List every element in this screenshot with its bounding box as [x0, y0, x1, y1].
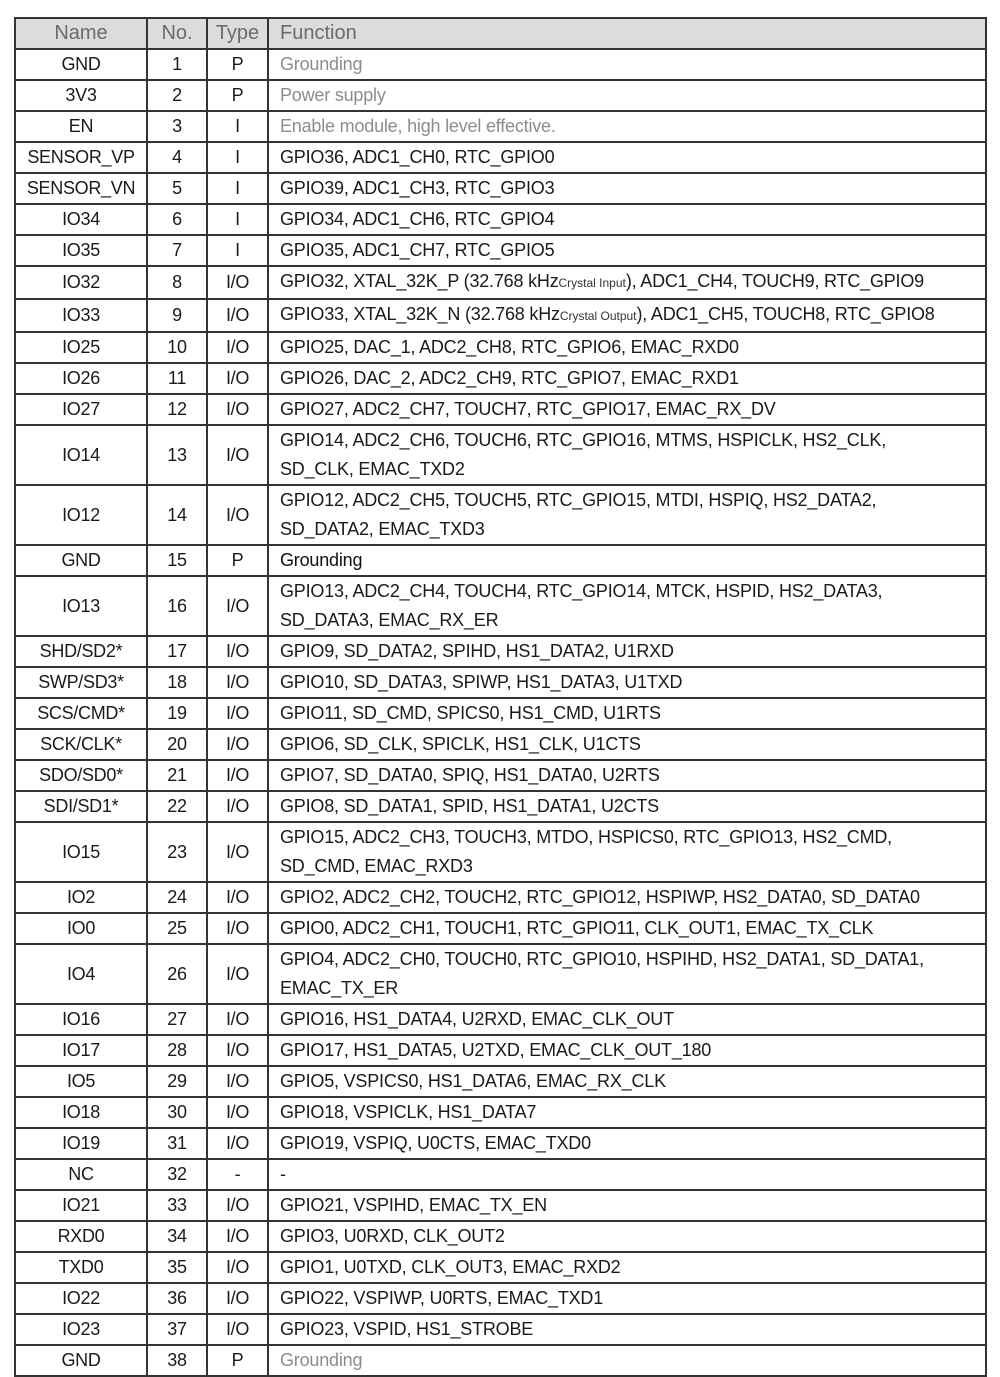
function-text: GPIO11, SD_CMD, SPICS0, HS1_CMD, U1RTS: [280, 703, 661, 723]
pin-name-cell: SENSOR_VN: [15, 173, 147, 204]
pin-name-cell: TXD0: [15, 1252, 147, 1283]
function-text: GPIO9, SD_DATA2, SPIHD, HS1_DATA2, U1RXD: [280, 641, 674, 661]
pin-type-cell: I/O: [207, 760, 268, 791]
header-no: No.: [147, 18, 207, 49]
pin-number-cell: 32: [147, 1159, 207, 1190]
pin-number-cell: 30: [147, 1097, 207, 1128]
pin-type-cell: I/O: [207, 1066, 268, 1097]
table-row: [15, 142, 986, 173]
pin-number-cell: 33: [147, 1190, 207, 1221]
table-row: [15, 1283, 986, 1314]
pin-number-cell: 20: [147, 729, 207, 760]
table-row: [15, 1004, 986, 1035]
pin-name-cell: IO2: [15, 882, 147, 913]
pin-number-cell: 13: [147, 425, 207, 485]
pin-function-cell: [268, 49, 986, 80]
pin-name-cell: SHD/SD2*: [15, 636, 147, 667]
function-line-1: GPIO12, ADC2_CH5, TOUCH5, RTC_GPIO15, MTDI, HSPIQ, HS2_DATA2,: [280, 490, 877, 510]
pin-number-cell: 8: [147, 266, 207, 299]
table-row: [15, 1221, 986, 1252]
pin-name-cell: IO23: [15, 1314, 147, 1345]
pin-type-cell: I/O: [207, 698, 268, 729]
function-text: -: [280, 1164, 286, 1184]
pin-function-cell: [268, 791, 986, 822]
function-text: GPIO1, U0TXD, CLK_OUT3, EMAC_RXD2: [280, 1257, 621, 1277]
pin-type-cell: P: [207, 80, 268, 111]
crystal-note: Crystal Output: [559, 309, 637, 323]
pin-function-cell: [268, 332, 986, 363]
pin-number-cell: 26: [147, 944, 207, 1004]
pin-name-cell: IO32: [15, 266, 147, 299]
pin-name-cell: 3V3: [15, 80, 147, 111]
pin-number-cell: 9: [147, 299, 207, 332]
table-row: [15, 636, 986, 667]
pin-name-cell: GND: [15, 545, 147, 576]
pin-function-cell: [268, 1066, 986, 1097]
pin-name-cell: SCS/CMD*: [15, 698, 147, 729]
table-row: [15, 1097, 986, 1128]
pin-function-cell: [268, 142, 986, 173]
pin-function-cell: [268, 760, 986, 791]
table-row: [15, 204, 986, 235]
pin-name-cell: IO22: [15, 1283, 147, 1314]
function-text: Grounding: [280, 550, 363, 570]
function-text: GPIO2, ADC2_CH2, TOUCH2, RTC_GPIO12, HSPIWP, HS2_DATA0, SD_DATA0: [280, 887, 920, 907]
table-row: [15, 235, 986, 266]
pin-number-cell: 37: [147, 1314, 207, 1345]
pin-number-cell: 21: [147, 760, 207, 791]
pin-number-cell: 28: [147, 1035, 207, 1066]
function-text: Grounding: [280, 1350, 363, 1370]
function-text: GPIO36, ADC1_CH0, RTC_GPIO0: [280, 147, 555, 167]
pin-number-cell: 2: [147, 80, 207, 111]
pin-type-cell: I/O: [207, 332, 268, 363]
pin-function-cell: [268, 1035, 986, 1066]
table-row: [15, 49, 986, 80]
table-row: [15, 944, 986, 1004]
function-line-2: SD_DATA2, EMAC_TXD3: [280, 519, 485, 539]
pin-number-cell: 31: [147, 1128, 207, 1159]
function-text: GPIO25, DAC_1, ADC2_CH8, RTC_GPIO6, EMAC_RXD0: [280, 337, 739, 357]
pin-name-cell: GND: [15, 49, 147, 80]
pin-number-cell: 35: [147, 1252, 207, 1283]
function-text: GPIO21, VSPIHD, EMAC_TX_EN: [280, 1195, 547, 1215]
pin-function-cell: [268, 266, 986, 299]
function-text: GPIO8, SD_DATA1, SPID, HS1_DATA1, U2CTS: [280, 796, 659, 816]
table-row: [15, 1190, 986, 1221]
pin-number-cell: 15: [147, 545, 207, 576]
function-text: GPIO6, SD_CLK, SPICLK, HS1_CLK, U1CTS: [280, 734, 641, 754]
pin-type-cell: I/O: [207, 299, 268, 332]
pin-function-cell: [268, 1097, 986, 1128]
pin-function-cell: [268, 485, 986, 545]
function-line-1: GPIO15, ADC2_CH3, TOUCH3, MTDO, HSPICS0, RTC_GPIO13, HS2_CMD,: [280, 827, 892, 847]
function-line-1: GPIO13, ADC2_CH4, TOUCH4, RTC_GPIO14, MTCK, HSPID, HS2_DATA3,: [280, 581, 883, 601]
pin-type-cell: I: [207, 173, 268, 204]
table-row: [15, 266, 986, 299]
table-row: [15, 822, 986, 882]
pin-type-cell: I/O: [207, 1190, 268, 1221]
function-text: GPIO33, XTAL_32K_N (32.768 kHz: [280, 304, 560, 324]
pin-name-cell: IO18: [15, 1097, 147, 1128]
table-row: [15, 299, 986, 332]
pin-function-cell: [268, 1159, 986, 1190]
pin-function-cell: [268, 636, 986, 667]
pin-type-cell: I/O: [207, 266, 268, 299]
function-text: GPIO10, SD_DATA3, SPIWP, HS1_DATA3, U1TXD: [280, 672, 683, 692]
pin-number-cell: 1: [147, 49, 207, 80]
pin-type-cell: P: [207, 1345, 268, 1376]
header-type: Type: [207, 18, 268, 49]
pin-function-cell: [268, 1314, 986, 1345]
pin-function-cell: [268, 173, 986, 204]
pin-function-cell: [268, 729, 986, 760]
function-text: GPIO23, VSPID, HS1_STROBE: [280, 1319, 534, 1339]
function-text: GPIO7, SD_DATA0, SPIQ, HS1_DATA0, U2RTS: [280, 765, 660, 785]
pin-name-cell: IO34: [15, 204, 147, 235]
table-row: [15, 667, 986, 698]
pin-function-cell: [268, 1004, 986, 1035]
pin-type-cell: I/O: [207, 1035, 268, 1066]
table-row: [15, 485, 986, 545]
pin-function-cell: [268, 425, 986, 485]
pin-number-cell: 27: [147, 1004, 207, 1035]
pin-number-cell: 17: [147, 636, 207, 667]
function-text: Power supply: [280, 85, 386, 105]
header-row: [15, 18, 986, 49]
pin-name-cell: IO16: [15, 1004, 147, 1035]
header-name: Name: [15, 18, 147, 49]
pin-name-cell: SDI/SD1*: [15, 791, 147, 822]
pin-number-cell: 10: [147, 332, 207, 363]
function-text: GPIO32, XTAL_32K_P (32.768 kHz: [280, 271, 559, 291]
table-row: [15, 1345, 986, 1376]
pin-type-cell: I/O: [207, 363, 268, 394]
pin-number-cell: 22: [147, 791, 207, 822]
table-row: [15, 1035, 986, 1066]
table-row: [15, 1128, 986, 1159]
pin-function-cell: [268, 545, 986, 576]
pin-name-cell: RXD0: [15, 1221, 147, 1252]
function-text: GPIO34, ADC1_CH6, RTC_GPIO4: [280, 209, 555, 229]
function-text: GPIO0, ADC2_CH1, TOUCH1, RTC_GPIO11, CLK_OUT1, EMAC_TX_CLK: [280, 918, 874, 938]
pin-type-cell: I/O: [207, 1221, 268, 1252]
pin-name-cell: EN: [15, 111, 147, 142]
function-line-1: GPIO14, ADC2_CH6, TOUCH6, RTC_GPIO16, MTMS, HSPICLK, HS2_CLK,: [280, 430, 887, 450]
pin-function-cell: [268, 1190, 986, 1221]
function-line-2: SD_CLK, EMAC_TXD2: [280, 459, 465, 479]
pin-number-cell: 7: [147, 235, 207, 266]
function-text: GPIO22, VSPIWP, U0RTS, EMAC_TXD1: [280, 1288, 604, 1308]
pin-function-cell: [268, 1221, 986, 1252]
table-row: [15, 882, 986, 913]
pin-name-cell: IO27: [15, 394, 147, 425]
table-row: [15, 394, 986, 425]
function-text: GPIO17, HS1_DATA5, U2TXD, EMAC_CLK_OUT_180: [280, 1040, 712, 1060]
pin-function-cell: [268, 204, 986, 235]
pin-number-cell: 6: [147, 204, 207, 235]
pin-type-cell: I: [207, 204, 268, 235]
pin-type-cell: I/O: [207, 729, 268, 760]
crystal-note: Crystal Input: [558, 276, 626, 290]
function-text: GPIO19, VSPIQ, U0CTS, EMAC_TXD0: [280, 1133, 591, 1153]
pin-function-cell: [268, 1252, 986, 1283]
pin-name-cell: IO14: [15, 425, 147, 485]
pin-name-cell: IO19: [15, 1128, 147, 1159]
pin-name-cell: IO26: [15, 363, 147, 394]
pin-type-cell: I/O: [207, 791, 268, 822]
table-row: [15, 576, 986, 636]
pin-function-cell: [268, 235, 986, 266]
pin-number-cell: 18: [147, 667, 207, 698]
pin-type-cell: I/O: [207, 1128, 268, 1159]
function-text: GPIO27, ADC2_CH7, TOUCH7, RTC_GPIO17, EMAC_RX_DV: [280, 399, 776, 419]
pin-name-cell: IO5: [15, 1066, 147, 1097]
pin-function-cell: [268, 1283, 986, 1314]
pin-type-cell: I/O: [207, 394, 268, 425]
pin-number-cell: 38: [147, 1345, 207, 1376]
pin-type-cell: I/O: [207, 1097, 268, 1128]
function-line-2: SD_DATA3, EMAC_RX_ER: [280, 610, 499, 630]
pin-function-cell: [268, 80, 986, 111]
pin-type-cell: I/O: [207, 667, 268, 698]
pin-number-cell: 12: [147, 394, 207, 425]
pin-type-cell: I: [207, 111, 268, 142]
pin-name-cell: IO17: [15, 1035, 147, 1066]
table-row: [15, 729, 986, 760]
function-line-2: SD_CMD, EMAC_RXD3: [280, 856, 473, 876]
function-text: GPIO35, ADC1_CH7, RTC_GPIO5: [280, 240, 555, 260]
table-body: [15, 49, 986, 1376]
pin-function-cell: [268, 111, 986, 142]
pin-function-cell: [268, 882, 986, 913]
pin-function-cell: [268, 698, 986, 729]
pin-type-cell: I/O: [207, 425, 268, 485]
pin-name-cell: SWP/SD3*: [15, 667, 147, 698]
pin-name-cell: IO35: [15, 235, 147, 266]
pin-type-cell: I: [207, 235, 268, 266]
pin-number-cell: 11: [147, 363, 207, 394]
table-header: [15, 18, 986, 49]
pin-function-cell: [268, 944, 986, 1004]
table-row: [15, 332, 986, 363]
table-row: [15, 363, 986, 394]
pin-function-cell: [268, 822, 986, 882]
function-text: GPIO18, VSPICLK, HS1_DATA7: [280, 1102, 537, 1122]
function-text: Grounding: [280, 54, 363, 74]
table-row: [15, 760, 986, 791]
table-row: [15, 1159, 986, 1190]
pin-name-cell: IO15: [15, 822, 147, 882]
pin-number-cell: 36: [147, 1283, 207, 1314]
pin-number-cell: 23: [147, 822, 207, 882]
function-text: GPIO39, ADC1_CH3, RTC_GPIO3: [280, 178, 555, 198]
function-line-1: GPIO4, ADC2_CH0, TOUCH0, RTC_GPIO10, HSPIHD, HS2_DATA1, SD_DATA1,: [280, 949, 924, 969]
pin-function-cell: [268, 394, 986, 425]
pin-number-cell: 29: [147, 1066, 207, 1097]
pin-name-cell: NC: [15, 1159, 147, 1190]
function-line-2: EMAC_TX_ER: [280, 978, 399, 998]
pin-function-cell: [268, 576, 986, 636]
pin-type-cell: I: [207, 142, 268, 173]
pin-number-cell: 5: [147, 173, 207, 204]
header-function: Function: [268, 18, 986, 49]
pin-type-cell: I/O: [207, 882, 268, 913]
table-row: [15, 1252, 986, 1283]
table-row: [15, 80, 986, 111]
pin-type-cell: I/O: [207, 636, 268, 667]
pin-name-cell: GND: [15, 1345, 147, 1376]
table-row: [15, 111, 986, 142]
pin-name-cell: IO4: [15, 944, 147, 1004]
pin-type-cell: I/O: [207, 1314, 268, 1345]
pin-number-cell: 34: [147, 1221, 207, 1252]
pin-number-cell: 14: [147, 485, 207, 545]
function-text: GPIO5, VSPICS0, HS1_DATA6, EMAC_RX_CLK: [280, 1071, 666, 1091]
pin-name-cell: IO33: [15, 299, 147, 332]
function-text-tail: ), ADC1_CH5, TOUCH8, RTC_GPIO8: [636, 304, 935, 324]
pin-name-cell: SCK/CLK*: [15, 729, 147, 760]
pin-function-cell: [268, 363, 986, 394]
function-text: Enable module, high level effective.: [280, 116, 556, 136]
table-row: [15, 698, 986, 729]
table-row: [15, 913, 986, 944]
pin-name-cell: IO13: [15, 576, 147, 636]
pin-type-cell: -: [207, 1159, 268, 1190]
pin-number-cell: 3: [147, 111, 207, 142]
pin-name-cell: IO12: [15, 485, 147, 545]
pin-name-cell: IO21: [15, 1190, 147, 1221]
pin-number-cell: 25: [147, 913, 207, 944]
pin-type-cell: P: [207, 545, 268, 576]
table-row: [15, 1314, 986, 1345]
pin-number-cell: 24: [147, 882, 207, 913]
pin-type-cell: P: [207, 49, 268, 80]
function-text-tail: ), ADC1_CH4, TOUCH9, RTC_GPIO9: [625, 271, 924, 291]
pin-type-cell: I/O: [207, 1004, 268, 1035]
function-text: GPIO16, HS1_DATA4, U2RXD, EMAC_CLK_OUT: [280, 1009, 674, 1029]
table-row: [15, 545, 986, 576]
pin-type-cell: I/O: [207, 822, 268, 882]
pin-function-cell: [268, 667, 986, 698]
pin-number-cell: 19: [147, 698, 207, 729]
pin-type-cell: I/O: [207, 944, 268, 1004]
pin-number-cell: 4: [147, 142, 207, 173]
pin-function-cell: [268, 1128, 986, 1159]
pin-name-cell: IO0: [15, 913, 147, 944]
pin-function-cell: [268, 913, 986, 944]
table-row: [15, 425, 986, 485]
pin-function-cell: [268, 299, 986, 332]
pin-name-cell: IO25: [15, 332, 147, 363]
pin-name-cell: SDO/SD0*: [15, 760, 147, 791]
pin-name-cell: SENSOR_VP: [15, 142, 147, 173]
pin-definition-table: [14, 17, 987, 1377]
pin-type-cell: I/O: [207, 1252, 268, 1283]
pin-type-cell: I/O: [207, 576, 268, 636]
pin-type-cell: I/O: [207, 485, 268, 545]
function-text: GPIO26, DAC_2, ADC2_CH9, RTC_GPIO7, EMAC_RXD1: [280, 368, 739, 388]
pin-function-cell: [268, 1345, 986, 1376]
function-text: GPIO3, U0RXD, CLK_OUT2: [280, 1226, 505, 1246]
pin-type-cell: I/O: [207, 913, 268, 944]
table-row: [15, 791, 986, 822]
pin-number-cell: 16: [147, 576, 207, 636]
pin-type-cell: I/O: [207, 1283, 268, 1314]
table-row: [15, 1066, 986, 1097]
table-row: [15, 173, 986, 204]
